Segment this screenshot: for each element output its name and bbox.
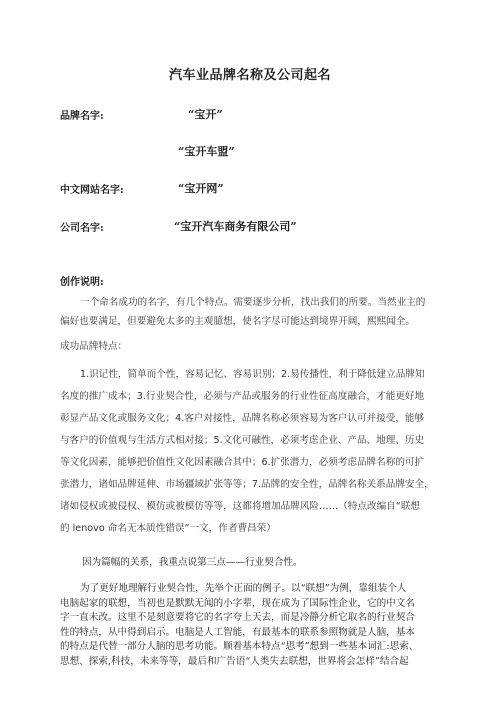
example-line: 字一直未改。这里不是刻意要将它的名字夸上天去，而是冷静分析它取名的行业契合	[60, 612, 415, 623]
traits-line: 名度的推广成本；3.行业契合性，必须与产品或服务的行业性征高度融合，才能更好地	[60, 391, 425, 402]
traits-line: 诸如侵权或被侵权、模仿或被模仿等等，这都将增加品牌风险……（特点改编自“联想	[60, 501, 420, 512]
creation-heading: 创作说明:	[60, 277, 104, 288]
traits-line: 1.识记性，简单而个性，容易记忆、容易识别；2.易传播性，利于降低建立品牌知	[80, 369, 425, 380]
traits-line: 张潜力，诸如品牌延伸、市场疆域扩张等等；7.品牌的安全性，品牌名称关系品牌安全，	[60, 479, 434, 490]
company-name-label: 公司名字:	[60, 223, 104, 234]
website-name-value: “宝开网”	[178, 182, 224, 195]
example-line: 电脑起家的联想，当初也是默默无闻的小字辈，现在成为了国际性企业，它的中文名	[60, 597, 415, 609]
example-line: 思想、探索,科技，未来等等，最后和广告语“人类失去联想，世界将会怎样”结合起	[60, 655, 409, 667]
traits-line: 与客户的价值观与生活方式相对接；5.文化可融性，必须考虑企业、产品、地理、历史	[60, 435, 425, 446]
traits-line: 彰显产品文化或服务文化；4.客户对接性，品牌名称必须容易为客户认可并接受，能够	[60, 413, 425, 424]
traits-line: 的 lenovo 命名无本质性错误”一文，作者曹昌荣）	[60, 523, 276, 534]
intro-line: 偏好也要满足，但要避免太多的主观臆想，使名字尽可能达到境界开阔，熙熙闻全。	[60, 316, 415, 327]
example-paragraph	[60, 582, 452, 669]
brand-alt-name-value: “宝开车盟”	[178, 145, 235, 158]
example-line: 为了更好地理解行业契合性，先举个正面的例子。以“联想”为例，靠组装个人	[80, 583, 407, 594]
company-name-value: “宝开汽车商务有限公司”	[174, 220, 297, 233]
example-line: 的特点是代替一部分人脑的思考功能。顺着基本特点“思考”想到一些基本词汇:思索、	[60, 641, 419, 652]
brand-name-value: “宝开”	[188, 108, 223, 121]
intro-line: 一个命名成功的名字，有几个特点。需要逐步分析，找出我们的所要。当然业主的	[80, 297, 426, 308]
page-title: 汽车业品牌名称及公司起名	[168, 68, 331, 83]
traits-heading: 成功品牌特点：	[60, 341, 128, 352]
focus-line: 因为篇幅的关系，我重点说第三点——行业契合性。	[82, 557, 303, 568]
website-name-label: 中文网站名字:	[60, 185, 124, 196]
example-line: 性的特点，从中得到启示。电脑是人工智能，有最基本的联系参照物就是人脑，基本	[60, 626, 415, 638]
brand-name-label: 品牌名字:	[60, 111, 104, 122]
traits-line: 等文化因素，能够把价值性文化因素融合其中；6.扩张潜力，必须考虑品牌名称的可扩	[60, 457, 425, 468]
intro-paragraph	[60, 293, 452, 331]
traits-paragraph	[60, 364, 452, 540]
